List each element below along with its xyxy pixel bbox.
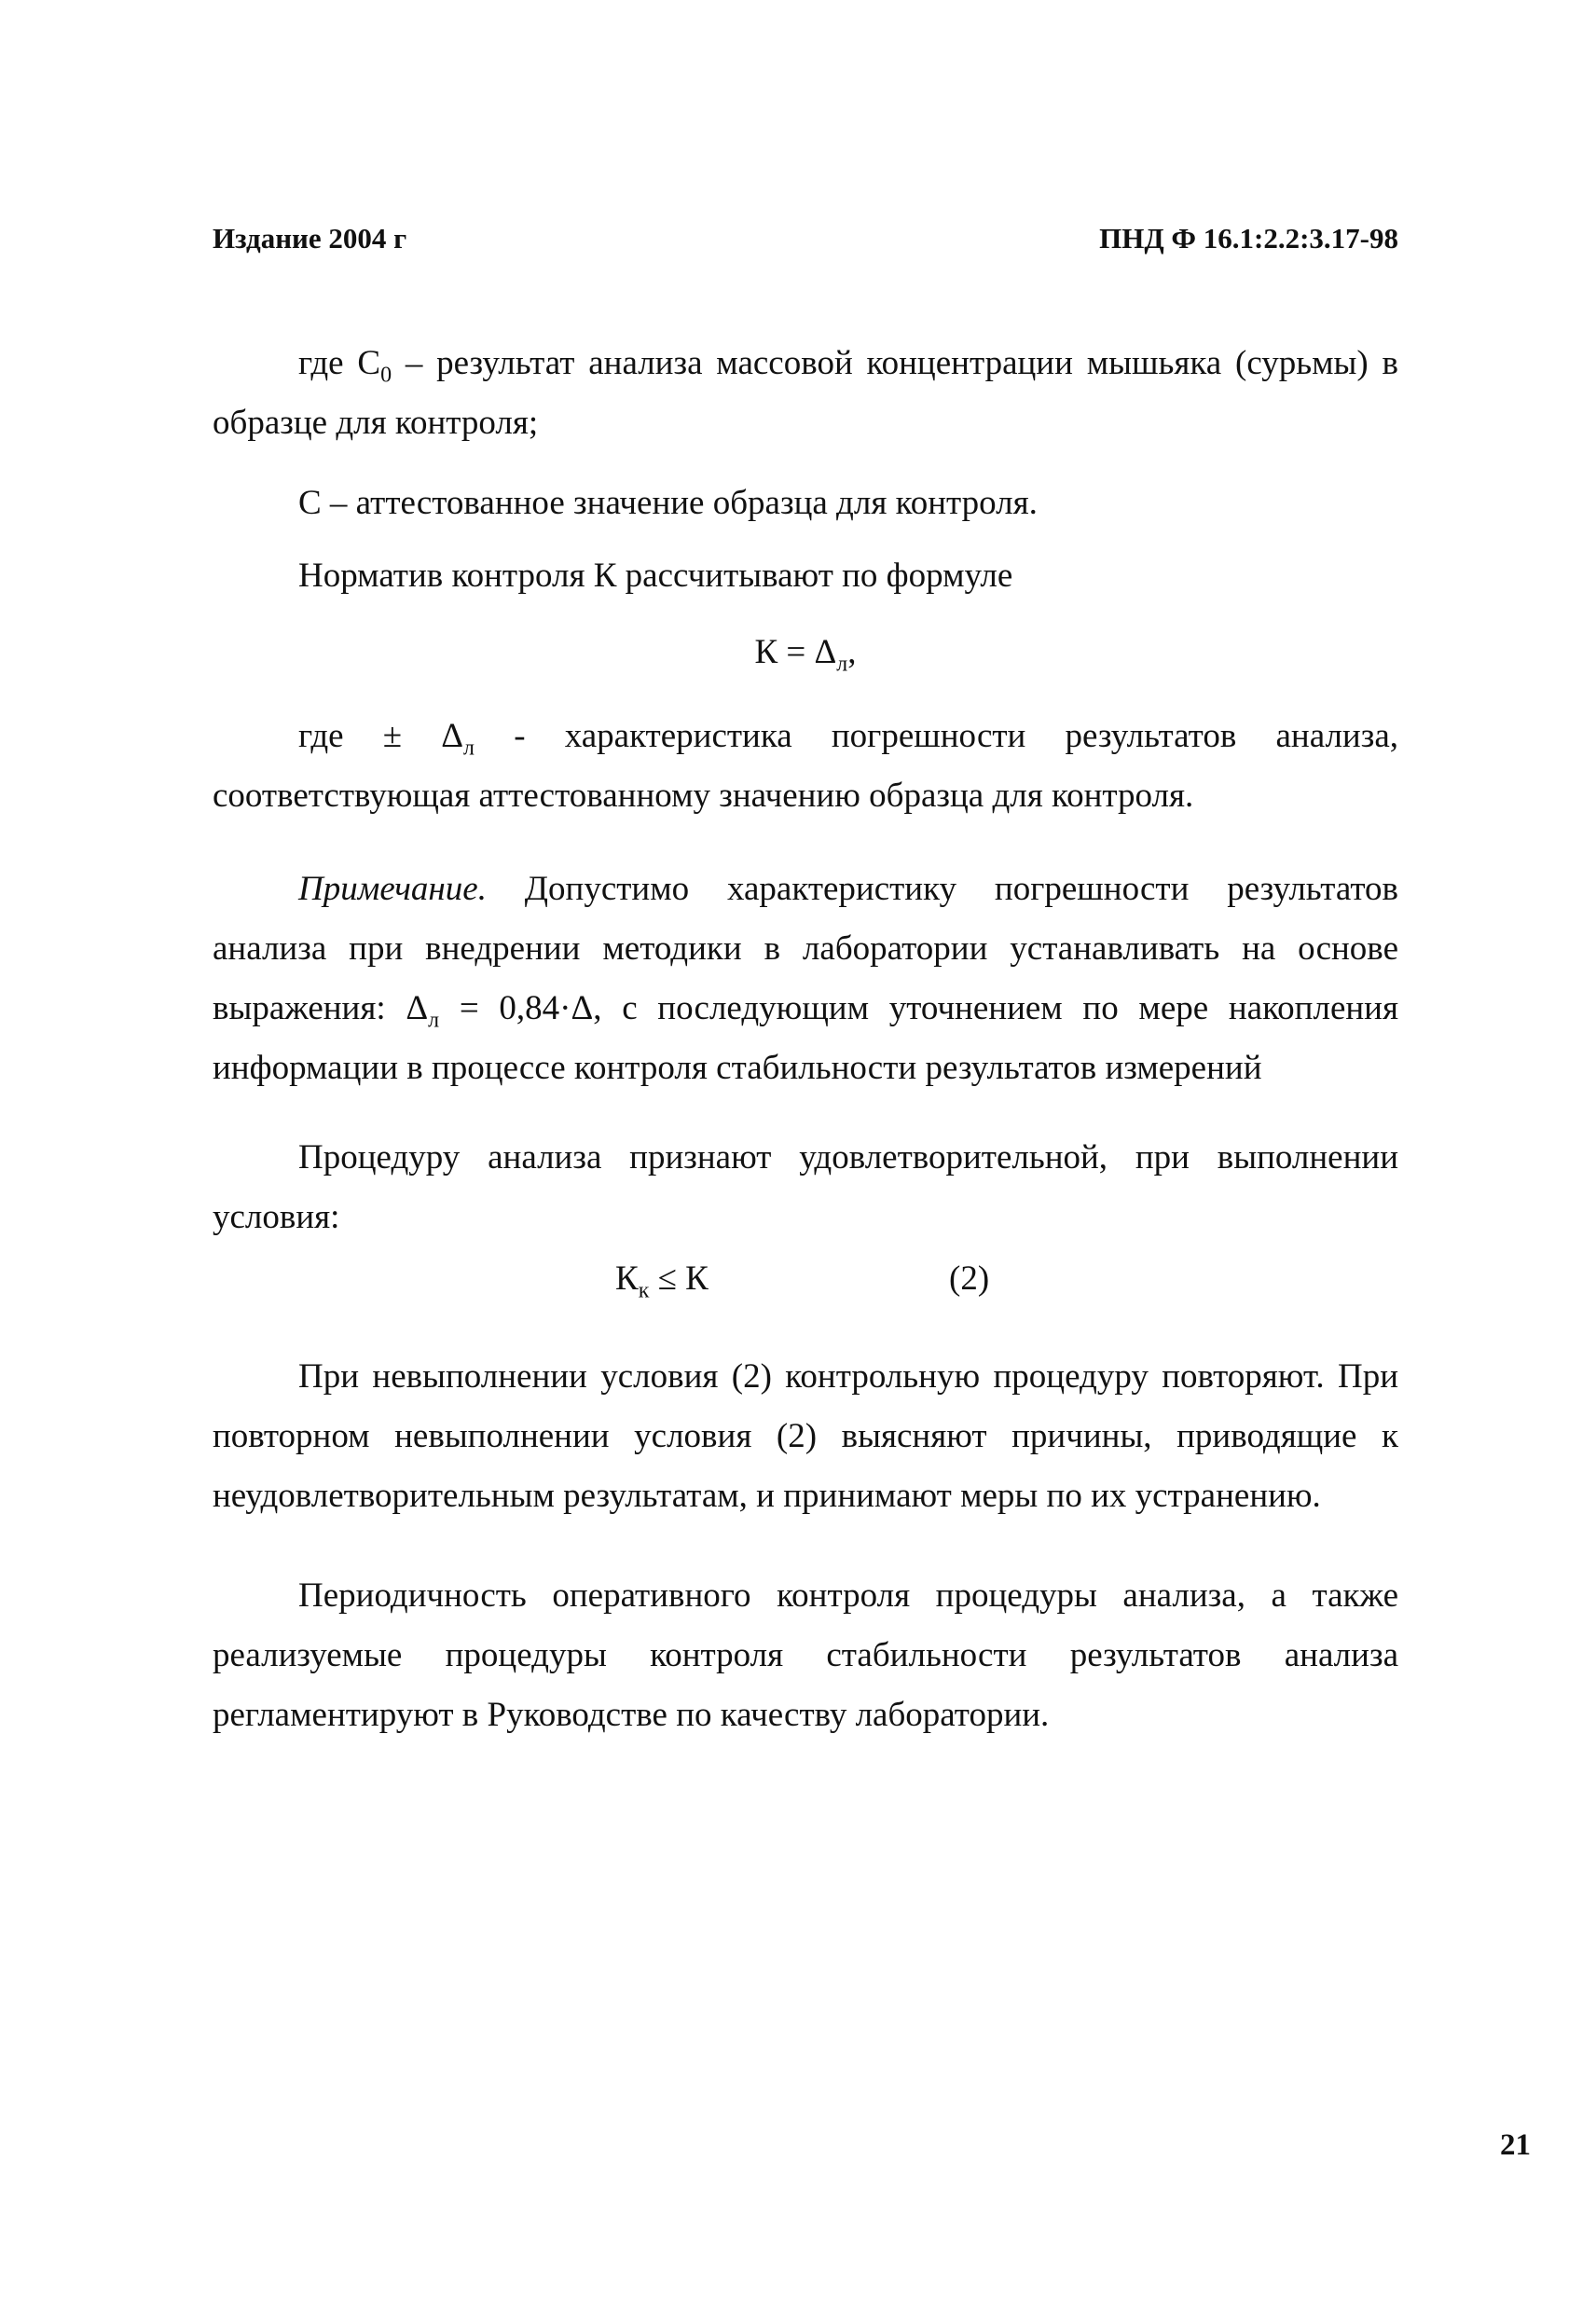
paragraph-c0-definition: где $С_0$ – результат анализа массовой концентрации мышьяка (сурьмы) в образце для контроля; <box>213 344 1398 442</box>
paragraph-control-norm: Норматив контроля К рассчитывают по формуле <box>298 557 1013 595</box>
paragraph-note: Примечание. Допустимо характеристику погрешности результатов анализа при внедрении методики в лаборатории устанавливать на основе выражения: $\Delta_л = 0,84\cdot\Delta$, с последующим уточнением по мере накопления информации в процессе контроля стабильности результатов измерений <box>213 870 1398 1087</box>
formula-control-norm: $К = \Delta_л$, <box>754 633 857 677</box>
paragraph-failure-procedure: При невыполнении условия (2) контрольную процедуру повторяют. При повторном невыполнении условия (2) выясняют причины, приводящие к неудовлетворительным результатам, и принимают меры по их устранению. <box>213 1357 1398 1515</box>
paragraph-acceptance-condition: Процедуру анализа признают удовлетворительной, при выполнении условия: <box>213 1138 1398 1236</box>
page-header-edition: Издание 2004 г <box>213 222 407 255</box>
paragraph-periodicity: Периодичность оперативного контроля процедуры анализа, а также реализуемые процедуры контроля стабильности результатов анализа регламентируют в Руководстве по качеству лаборатории. <box>213 1576 1398 1734</box>
page-number: 21 <box>1500 2128 1531 2162</box>
formula-condition-2: $К_к \le К$ <box>615 1259 709 1303</box>
page-header-document-code: ПНД Ф 16.1:2.2:3.17-98 <box>1099 222 1398 255</box>
paragraph-c-definition: С – аттестованное значение образца для контроля. <box>298 484 1038 522</box>
note-label: Примечание. <box>298 870 487 908</box>
paragraph-delta-definition: где ± $\Delta_л$ - характеристика погрешности результатов анализа, соответствующая аттестованному значению образца для контроля. <box>213 717 1398 815</box>
formula-number: (2) <box>949 1259 990 1298</box>
